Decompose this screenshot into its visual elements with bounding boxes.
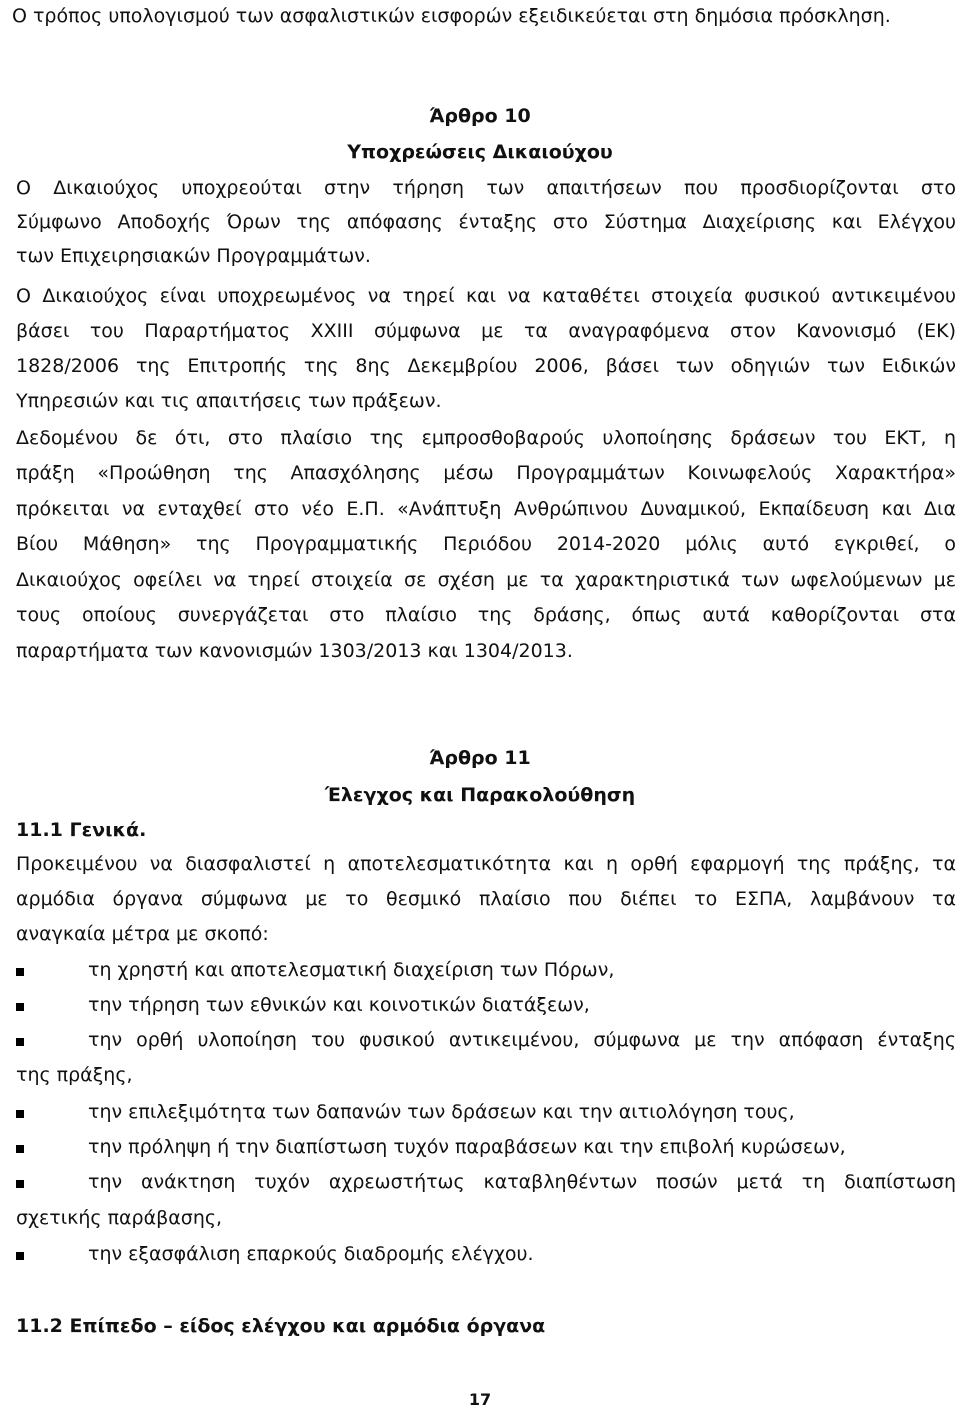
paragraph-line: Σύμφωνο Αποδοχής Όρων της απόφασης ένταξης στο Σύστημα Διαχείρισης και Ελέγχου xyxy=(16,211,956,233)
article-10-title: Υποχρεώσεις Δικαιούχου xyxy=(347,141,613,163)
paragraph-line: αναγκαία μέτρα με σκοπό: xyxy=(16,923,269,945)
paragraph-line: 1828/2006 της Επιτροπής της 8ης Δεκεμβρίου 2006, βάσει των οδηγιών των Ειδικών xyxy=(16,355,956,377)
bullet-square-icon xyxy=(16,1252,24,1260)
bullet-item-continuation: της πράξης, xyxy=(16,1064,133,1086)
paragraph-line: παραρτήματα των κανονισμών 1303/2013 και 1304/2013. xyxy=(16,640,573,662)
bullet-item: την εξασφάλιση επαρκούς διαδρομής ελέγχου. xyxy=(88,1243,534,1265)
page-number: 17 xyxy=(468,1390,492,1409)
bullet-item: την τήρηση των εθνικών και κοινοτικών διατάξεων, xyxy=(88,994,590,1016)
bullet-square-icon xyxy=(16,1145,24,1153)
bullet-item: την επιλεξιμότητα των δαπανών των δράσεων και την αιτιολόγηση τους, xyxy=(88,1101,795,1123)
bullet-square-icon xyxy=(16,1003,24,1011)
bullet-item-continuation: σχετικής παράβασης, xyxy=(16,1207,223,1229)
paragraph-line: τους οποίους συνεργάζεται στο πλαίσιο της δράσης, όπως αυτά καθορίζονται στα xyxy=(16,604,956,626)
paragraph-line: Δικαιούχος οφείλει να τηρεί στοιχεία σε σχέση με τα χαρακτηριστικά των ωφελούμενων με xyxy=(16,569,956,591)
section-11-1-title: 11.1 Γενικά. xyxy=(16,819,147,841)
paragraph-line: βάσει του Παραρτήματος XXIII σύμφωνα με τα αναγραφόμενα στον Κανονισμό (ΕΚ) xyxy=(16,320,956,342)
bullet-square-icon xyxy=(16,1110,24,1118)
bullet-item: την πρόληψη ή την διαπίστωση τυχόν παραβάσεων και την επιβολή κυρώσεων, xyxy=(88,1136,846,1158)
paragraph-line: Δεδομένου δε ότι, στο πλαίσιο της εμπροσθοβαρούς υλοποίησης δράσεων του ΕΚΤ, η xyxy=(16,427,956,449)
paragraph-line: πράξη «Προώθηση της Απασχόλησης μέσω Προγραμμάτων Κοινωφελούς Χαρακτήρα» xyxy=(16,462,956,484)
paragraph-line: των Επιχειρησιακών Προγραμμάτων. xyxy=(16,245,371,267)
article-10-heading: Άρθρο 10 xyxy=(429,105,531,127)
paragraph-line: πρόκειται να ενταχθεί στο νέο Ε.Π. «Ανάπτυξη Ανθρώπινου Δυναμικού, Εκπαίδευση και Δια xyxy=(16,498,956,520)
paragraph-line: Υπηρεσιών και τις απαιτήσεις των πράξεων. xyxy=(16,390,442,412)
paragraph-line: Βίου Μάθηση» της Προγραμματικής Περιόδου 2014-2020 μόλις αυτό εγκριθεί, ο xyxy=(16,533,956,555)
paragraph-line: Ο Δικαιούχος υποχρεούται στην τήρηση των απαιτήσεων που προσδιορίζονται στο xyxy=(16,177,956,199)
article-11-title: Έλεγχος και Παρακολούθηση xyxy=(324,784,636,806)
article-11-heading: Άρθρο 11 xyxy=(429,747,531,769)
bullet-item: την ορθή υλοποίηση του φυσικού αντικειμένου, σύμφωνα με την απόφαση ένταξης xyxy=(88,1029,956,1051)
intro-line: Ο τρόπος υπολογισμού των ασφαλιστικών εισφορών εξειδικεύεται στη δημόσια πρόσκληση. xyxy=(12,5,891,27)
bullet-item: τη χρηστή και αποτελεσματική διαχείριση των Πόρων, xyxy=(88,959,615,981)
paragraph-line: αρμόδια όργανα σύμφωνα με το θεσμικό πλαίσιο που διέπει το ΕΣΠΑ, λαμβάνουν τα xyxy=(16,888,956,910)
bullet-item: την ανάκτηση τυχόν αχρεωστήτως καταβληθέντων ποσών μετά τη διαπίστωση xyxy=(88,1171,956,1193)
bullet-square-icon xyxy=(16,968,24,976)
section-11-2-title: 11.2 Επίπεδο – είδος ελέγχου και αρμόδια όργανα xyxy=(16,1315,546,1337)
paragraph-line: Προκειμένου να διασφαλιστεί η αποτελεσματικότητα και η ορθή εφαρμογή της πράξης, τα xyxy=(16,853,956,875)
bullet-square-icon xyxy=(16,1038,24,1046)
paragraph-line: Ο Δικαιούχος είναι υποχρεωμένος να τηρεί και να καταθέτει στοιχεία φυσικού αντικειμένου xyxy=(16,285,956,307)
bullet-square-icon xyxy=(16,1180,24,1188)
